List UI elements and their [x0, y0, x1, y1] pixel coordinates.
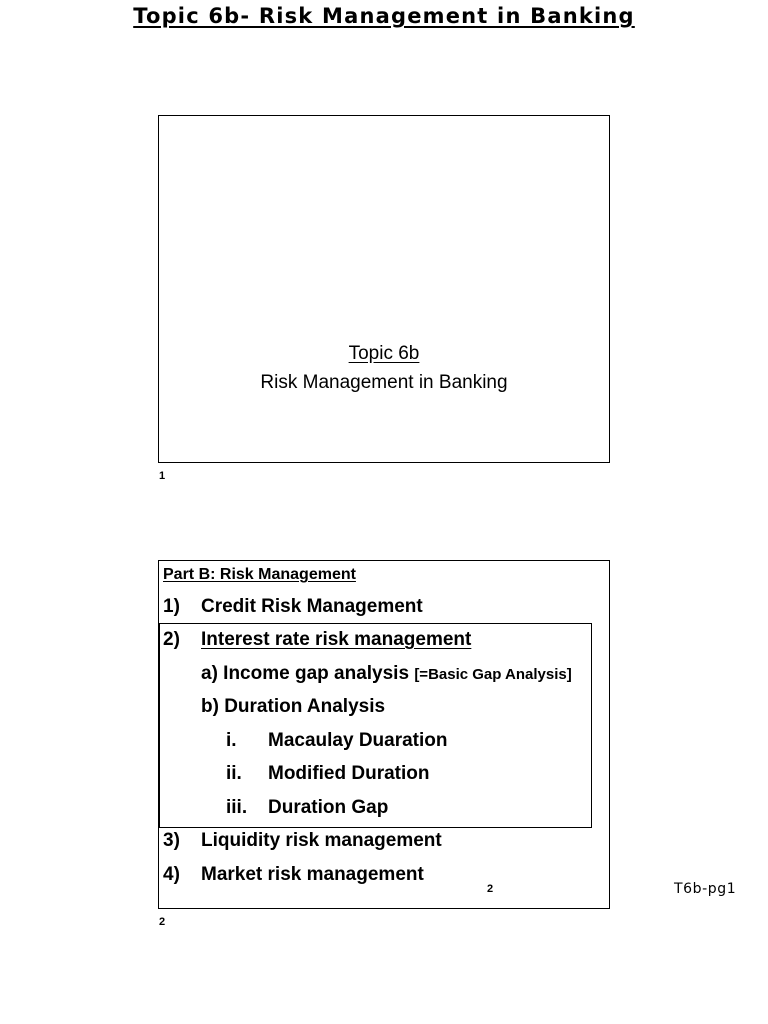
- roman-number: i.: [226, 730, 237, 751]
- part-b-title: Part B: Risk Management: [163, 566, 356, 583]
- list-item-label: Interest rate risk management: [201, 629, 472, 650]
- slide-2: [158, 560, 610, 909]
- slide-1-title: Topic 6b: [348, 343, 420, 364]
- list-item-label: Market risk management: [201, 864, 424, 885]
- slide-1-number: 1: [159, 470, 166, 482]
- roman-number: ii.: [226, 763, 242, 784]
- list-item-number: 2): [163, 629, 180, 650]
- slide-2-inner-number: 2: [487, 883, 494, 895]
- roman-number: iii.: [226, 797, 248, 818]
- roman-label: Duration Gap: [268, 797, 389, 818]
- sub-item-label: a) Income gap analysis: [201, 663, 415, 684]
- sub-item-note: [=Basic Gap Analysis]: [414, 666, 572, 683]
- slide-2-number: 2: [159, 916, 166, 928]
- sub-item-duration-analysis: [201, 696, 385, 718]
- sub-item-label: b) Duration Analysis: [201, 696, 386, 717]
- list-item-label: Liquidity risk management: [201, 830, 442, 851]
- slide-1: [158, 115, 610, 463]
- list-item-number: 3): [163, 830, 180, 851]
- roman-label: Modified Duration: [268, 763, 430, 784]
- list-item-label: Credit Risk Management: [201, 596, 423, 617]
- slide-1-subtitle: Risk Management in Banking: [260, 372, 508, 393]
- list-item-number: 4): [163, 864, 180, 885]
- page-title: Topic 6b- Risk Management in Banking: [133, 4, 635, 28]
- roman-label: Macaulay Duaration: [268, 730, 448, 751]
- page-label: T6b-pg1: [674, 881, 737, 897]
- sub-item-income-gap: [201, 663, 572, 685]
- list-item-number: 1): [163, 596, 180, 617]
